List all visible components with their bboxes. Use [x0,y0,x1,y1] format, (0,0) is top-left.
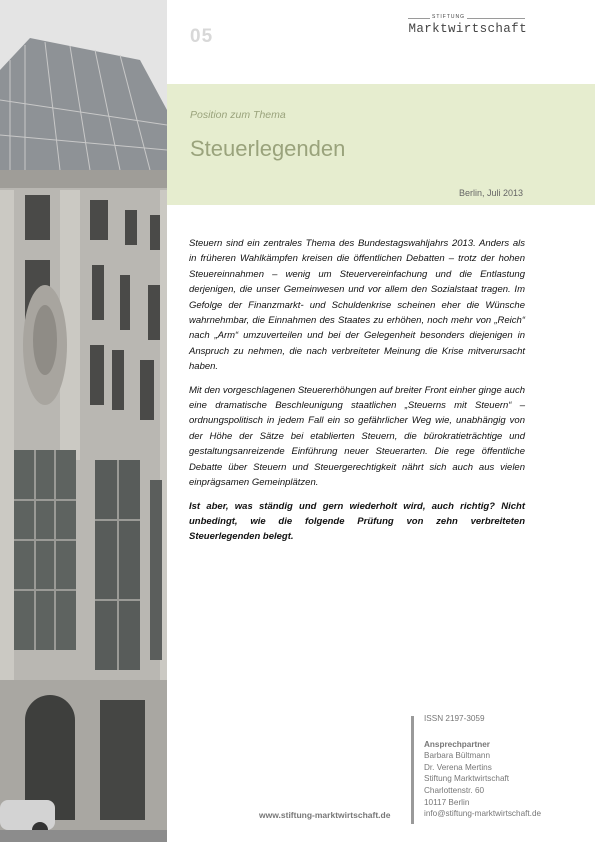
contact-line: Barbara Bültmann [424,751,490,761]
lead-question: Ist aber, was ständig und gern wiederholt wird, auch richtig? Nicht unbedingt, wie die folgende Prüfung von zehn verbreiteten Steuerlegenden belegt. [189,500,525,543]
contact-line: Stiftung Marktwirtschaft [424,774,510,784]
brand-logo [408,14,527,36]
issue-number: 05 [190,26,214,47]
kicker: Position zum Thema [190,109,286,121]
date-line: Berlin, Juli 2013 [458,188,523,198]
website-link[interactable]: www.stiftung-marktwirtschaft.de [259,810,391,820]
building-photo [0,0,167,842]
contact-heading: Ansprechpartner [424,739,490,749]
contact-line: Dr. Verena Mertins [424,762,492,772]
page-title: Steuerlegenden [190,136,346,161]
paragraph: Steuern sind ein zentrales Thema des Bundestagswahljahrs 2013. Anders als in früheren Wahlkämpfen kreisen die öffentlichen Debatten – trotz der hohen Steuereinnahmen – wenig um Steuervereinfachung und die Entlastung derjenigen, die unser Gemeinwesen und vor allem den Sozialstaat tragen. Im Gefolge der Finanzmarkt- und Schuldenkrise scheinen eher die Wünsche wahrnehmbar, die Einnahmen des Staates zu erhöhen, noch mehr von „Reich“ nach „Arm“ umzuverteilen und bei der Gelegenheit besonders diejenigen in Anspruch zu nehmen, die nach verbreiteter Meinung die Krise mitverursacht haben. [189,238,525,373]
intro-text [189,236,525,553]
contact-line: 10117 Berlin [424,797,470,807]
contact-line: Charlottenstr. 60 [424,785,485,795]
issn: ISSN 2197-3059 [424,714,485,723]
info-box [424,713,541,820]
contact-email[interactable]: info@stiftung-marktwirtschaft.de [424,809,542,819]
info-divider [411,716,414,824]
brand-small-text: STIFTUNG [432,14,465,20]
paragraph: Mit den vorgeschlagenen Steuererhöhungen auf breiter Front einher ginge auch eine dramatische Beschleunigung staatlichen „Steuerns mit Steuern“ – ordnungspolitisch in jedem Fall ein so gefährlicher Weg wie, unabhängig von der Höhe der Sätze bei etablierten Steuern, die bürokratieträchtige und gestaltungsanreizende Einführung neuer Steuerarten. Die rege öffentliche Debatte über Steuern und Steuergerechtigkeit nährt sich auch aus vielen einprägsamen Gemeinplätzen. [189,384,525,489]
brand-name: Marktwirtschaft [408,22,527,36]
